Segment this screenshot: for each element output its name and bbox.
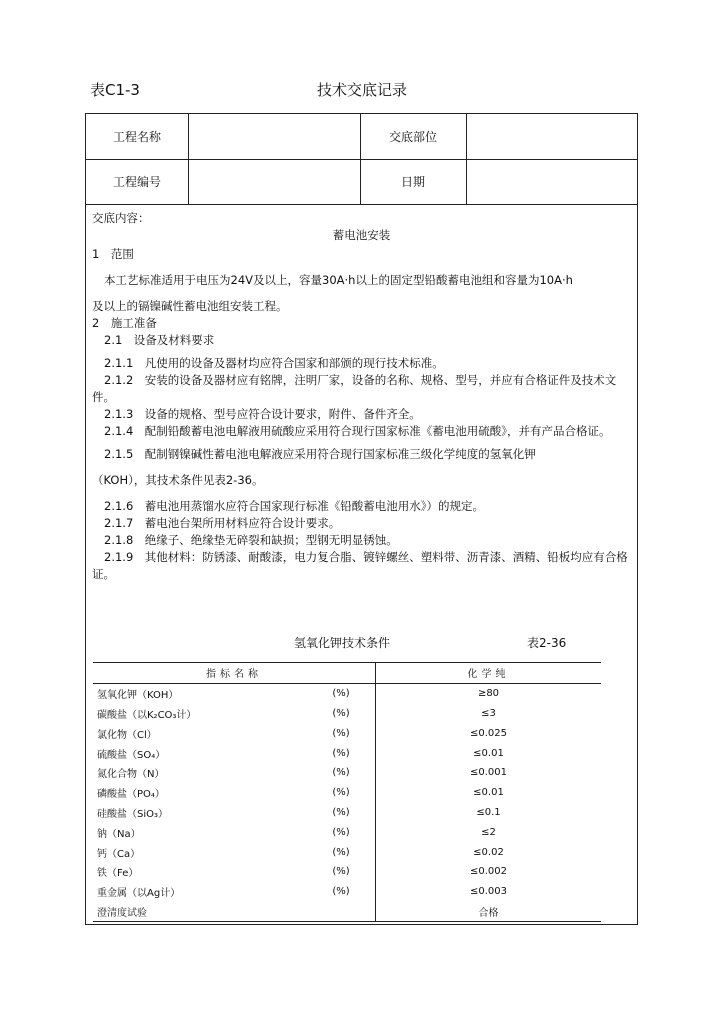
location-label: 交底部位 [388, 130, 437, 144]
item-2-1-4: 2.1.4 配制铅酸蓄电池电解液用硫酸应采用符合现行国家标准《蓄电池用硫酸》，并有产品合格证。 [104, 424, 611, 438]
indicator-value: ≤3 [376, 704, 602, 724]
indicator-value: ≤0.01 [376, 743, 602, 763]
header-row-project-name [86, 114, 637, 160]
indicator-unit: (%) [332, 727, 350, 739]
table-row [93, 862, 601, 882]
indicator-value: ≤0.02 [376, 842, 602, 862]
indicator-unit: (%) [332, 707, 350, 719]
header-row-project-no [86, 159, 637, 205]
table-row [93, 704, 601, 724]
indicator-unit: (%) [332, 846, 350, 858]
project-name-label: 工程名称 [112, 130, 161, 144]
table-row [93, 723, 601, 743]
table-header-row [93, 663, 601, 684]
project-name-value [188, 114, 360, 159]
subject-title: 蓄电池安装 [332, 228, 391, 242]
indicator-unit: (%) [332, 767, 350, 779]
col-header-indicator: 指标名称 [93, 663, 376, 684]
indicator-value: ≤2 [376, 822, 602, 842]
indicator-value: ≤0.003 [376, 882, 602, 902]
indicator-name: 钙（Ca） [97, 848, 141, 860]
indicator-unit: (%) [332, 688, 350, 700]
indicator-value: ≤0.002 [376, 862, 602, 882]
page-title: 技术交底记录 [316, 81, 407, 99]
indicator-name: 钠（Na） [97, 828, 141, 840]
indicator-value: ≤0.001 [376, 763, 602, 783]
form-code: 表C1-3 [90, 81, 140, 99]
item-2-1-9: 2.1.9 其他材料：防锈漆、耐酸漆，电力复合脂、镀锌螺丝、塑料带、沥青漆、酒精、铅板均应有合格证。 [92, 550, 628, 581]
indicator-unit: (%) [332, 806, 350, 818]
item-2-1-1: 2.1.1 凡使用的设备及器材均应符合国家和部颁的现行技术标准。 [104, 356, 444, 370]
indicator-name: 氮化合物（N） [97, 769, 165, 781]
indicator-name: 磷酸盐（PO₄） [97, 789, 165, 801]
indicator-unit: (%) [332, 787, 350, 799]
table-row [93, 783, 601, 803]
indicator-unit: (%) [332, 866, 350, 878]
table-row [93, 822, 601, 842]
item-2-1-8: 2.1.8 绝缘子、绝缘垫无碎裂和缺损；型钢无明显锈蚀。 [104, 533, 398, 547]
section-1-title: 1 范围 [92, 247, 134, 261]
spec-table-number: 表2-36 [527, 636, 567, 650]
item-2-1-3: 2.1.3 设备的规格、型号应符合设计要求，附件、备件齐全。 [104, 407, 421, 421]
indicator-name: 铁（Fe） [97, 868, 139, 880]
col-header-grade: 化学纯 [376, 663, 602, 684]
section-1-text-a: 本工艺标准适用于电压为24V及以上，容量30A·h以上的固定型铅酸蓄电池组和容量为10A·h [104, 273, 573, 287]
table-row [93, 743, 601, 763]
section-2-title: 2 施工准备 [92, 316, 157, 330]
content-label: 交底内容： [92, 211, 150, 225]
indicator-name: 硅酸盐（SiO₃） [97, 808, 169, 820]
date-value [466, 159, 637, 204]
indicator-name: 重金属（以Ag计） [97, 888, 181, 900]
koh-spec-table [93, 662, 601, 922]
record-frame [85, 113, 638, 925]
indicator-value: ≥80 [376, 683, 602, 703]
project-no-value [188, 159, 360, 204]
indicator-name: 氯化物（Cl） [97, 729, 157, 741]
briefing-content [92, 210, 631, 583]
item-2-1-2: 2.1.2 安装的设备及器材应有铭牌，注明厂家，设备的名称、规格、型号，并应有合格证件及技术文件。 [92, 373, 617, 404]
indicator-name: 澄清度试验 [93, 902, 307, 922]
table-row [93, 842, 601, 862]
table-row [93, 803, 601, 823]
table-row [93, 902, 601, 922]
table-row [93, 683, 601, 703]
item-2-1: 2.1 设备及材料要求 [104, 333, 215, 347]
item-2-1-5b: （KOH），其技术条件见表2-36。 [92, 473, 264, 487]
location-value [466, 114, 637, 159]
item-2-1-5a: 2.1.5 配制钢镍碱性蓄电池电解液应采用符合现行国家标准三级化学纯度的氢氧化钾 [104, 447, 536, 461]
indicator-unit: (%) [332, 747, 350, 759]
spec-table-title: 氢氧化钾技术条件 [294, 636, 391, 650]
indicator-unit: (%) [332, 886, 350, 898]
indicator-value: 合格 [376, 902, 602, 922]
project-no-label: 工程编号 [112, 175, 161, 189]
indicator-name: 氢氧化钾（KOH） [97, 690, 179, 702]
indicator-value: ≤0.025 [376, 723, 602, 743]
indicator-name: 碳酸盐（以K₂CO₃计） [97, 709, 197, 721]
table-row [93, 763, 601, 783]
table-row [93, 882, 601, 902]
date-label: 日期 [400, 175, 425, 189]
indicator-value: ≤0.01 [376, 783, 602, 803]
indicator-unit: (%) [332, 826, 350, 838]
section-1-text-b: 及以上的镉镍碱性蓄电池组安装工程。 [92, 299, 288, 313]
indicator-unit [307, 902, 376, 922]
indicator-name: 硫酸盐（SO₄） [97, 749, 166, 761]
item-2-1-7: 2.1.7 蓄电池台架所用材料应符合设计要求。 [104, 516, 341, 530]
item-2-1-6: 2.1.6 蓄电池用蒸馏水应符合国家现行标准《铅酸蓄电池用水》）的规定。 [104, 499, 485, 513]
indicator-value: ≤0.1 [376, 803, 602, 823]
